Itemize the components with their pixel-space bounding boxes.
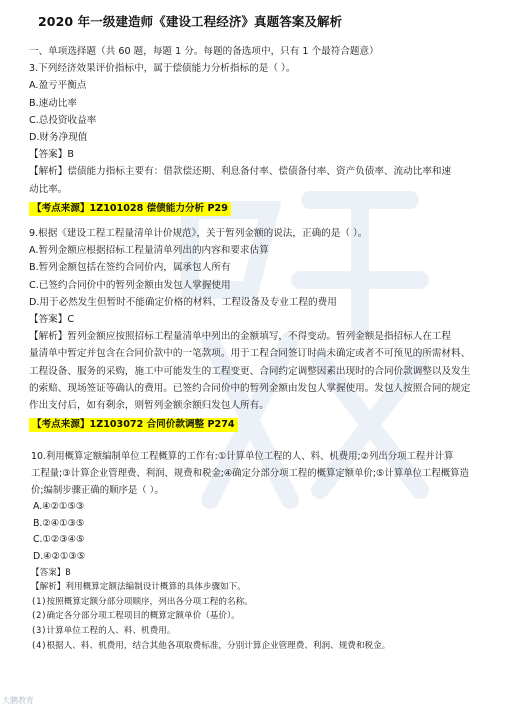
document-title: 2020 年一级建造师《建设工程经济》真题答案及解析: [38, 14, 343, 29]
option-b: B.速动比率: [29, 97, 78, 109]
question-9: [29, 225, 499, 433]
answer: 【答案】B: [31, 567, 71, 578]
question-stem: 价;编制步骤正确的顺序是（ ）。: [31, 484, 164, 496]
option-a: A.暂列金额应根据招标工程量清单列出的内容和要求估算: [29, 245, 269, 257]
option-b: B.暂列金额包括在签约合同价内，属承包人所有: [29, 262, 231, 274]
option-a: A.④②①⑤③: [33, 501, 85, 513]
option-d: D.用于必然发生但暂时不能确定价格的材料、工程设备及专业工程的费用: [29, 296, 337, 308]
analysis-line: 【解析】利用概算定额法编制设计概算的具体步骤如下。: [31, 582, 246, 593]
question-10: [29, 449, 499, 653]
question-3: [29, 60, 499, 217]
answer: 【答案】B: [29, 149, 74, 161]
analysis-line: 作出支付后，如有剩余，则暂列金额余额归发包人所有。: [29, 400, 269, 412]
analysis-line: 量清单中暂定并包含在合同价款中的一笔款项。用于工程合同签订时尚未确定或者不可预见的所需材料、: [29, 348, 471, 360]
analysis-line: (2)确定各分部分项工程项目的概算定额单价（基价）。: [31, 611, 240, 622]
source-highlight: 【考点来源】1Z103072 合同价款调整 P274: [29, 418, 238, 432]
analysis-line: 动比率。: [29, 183, 68, 195]
answer: 【答案】C: [29, 314, 75, 326]
question-stem: 9.根据《建设工程工程量清单计价规范》，关于暂列金额的说法，正确的是（ ）。: [29, 228, 368, 240]
analysis-line: (1)按照概算定额分部分项顺序，列出各分项工程的名称。: [31, 596, 253, 607]
option-c: C.总投资收益率: [29, 114, 97, 126]
analysis-line: 工程设备、服务的采购，施工中可能发生的工程变更、合同约定调整因素出现时的合同价款调整以及发生: [29, 365, 471, 377]
analysis-line: 的索赔、现场签证等确认的费用。已签约合同价中的暂列金额由发包人掌握使用。发包人按照合同的规定: [29, 382, 471, 394]
watermark-text: 大鹏教育: [2, 696, 34, 705]
option-d: D.财务净现值: [29, 132, 88, 144]
analysis-line: (3)计算单位工程的人、料、机费用。: [31, 626, 176, 636]
question-stem: 10.利用概算定额编制单位工程概算的工作有:①计算单位工程的人、料、机费用;②列出分项工程并计算: [31, 451, 454, 463]
analysis-line: 【解析】暂列金额应按照招标工程量清单中列出的金额填写，不得变动。暂列金额是指招标人在工程: [29, 331, 452, 343]
option-d: D.④②①③⑤: [33, 551, 86, 563]
analysis-line: 【解析】偿债能力指标主要有：借款偿还期、利息备付率、偿债备付率、资产负债率、流动比率和速: [29, 166, 452, 178]
section-intro: 一、单项选择题（共 60 题，每题 1 分。每题的备选项中，只有 1 个最符合题意）: [29, 46, 379, 57]
option-c: C.①②③④⑤: [33, 534, 85, 546]
document-body: [29, 43, 499, 653]
option-c: C.已签约合同价中的暂列金额由发包人掌握使用: [29, 279, 231, 291]
option-b: B.②④①③⑤: [33, 517, 85, 529]
analysis-line: (4)根据人、料、机费用，结合其他各项取费标准，分别计算企业管理费、利润、规费和税金。: [31, 640, 391, 651]
question-stem: 工程量;③计算企业管理费、利润、规费和税金;④确定分部分项工程的概算定额单价;⑤计算单位工程概算造: [31, 468, 469, 480]
option-a: A.盈亏平衡点: [29, 80, 87, 92]
question-stem: 3.下列经济效果评价指标中，属于偿债能力分析指标的是（ ）。: [29, 63, 296, 75]
source-highlight: 【考点来源】1Z101028 偿债能力分析 P29: [29, 202, 231, 216]
